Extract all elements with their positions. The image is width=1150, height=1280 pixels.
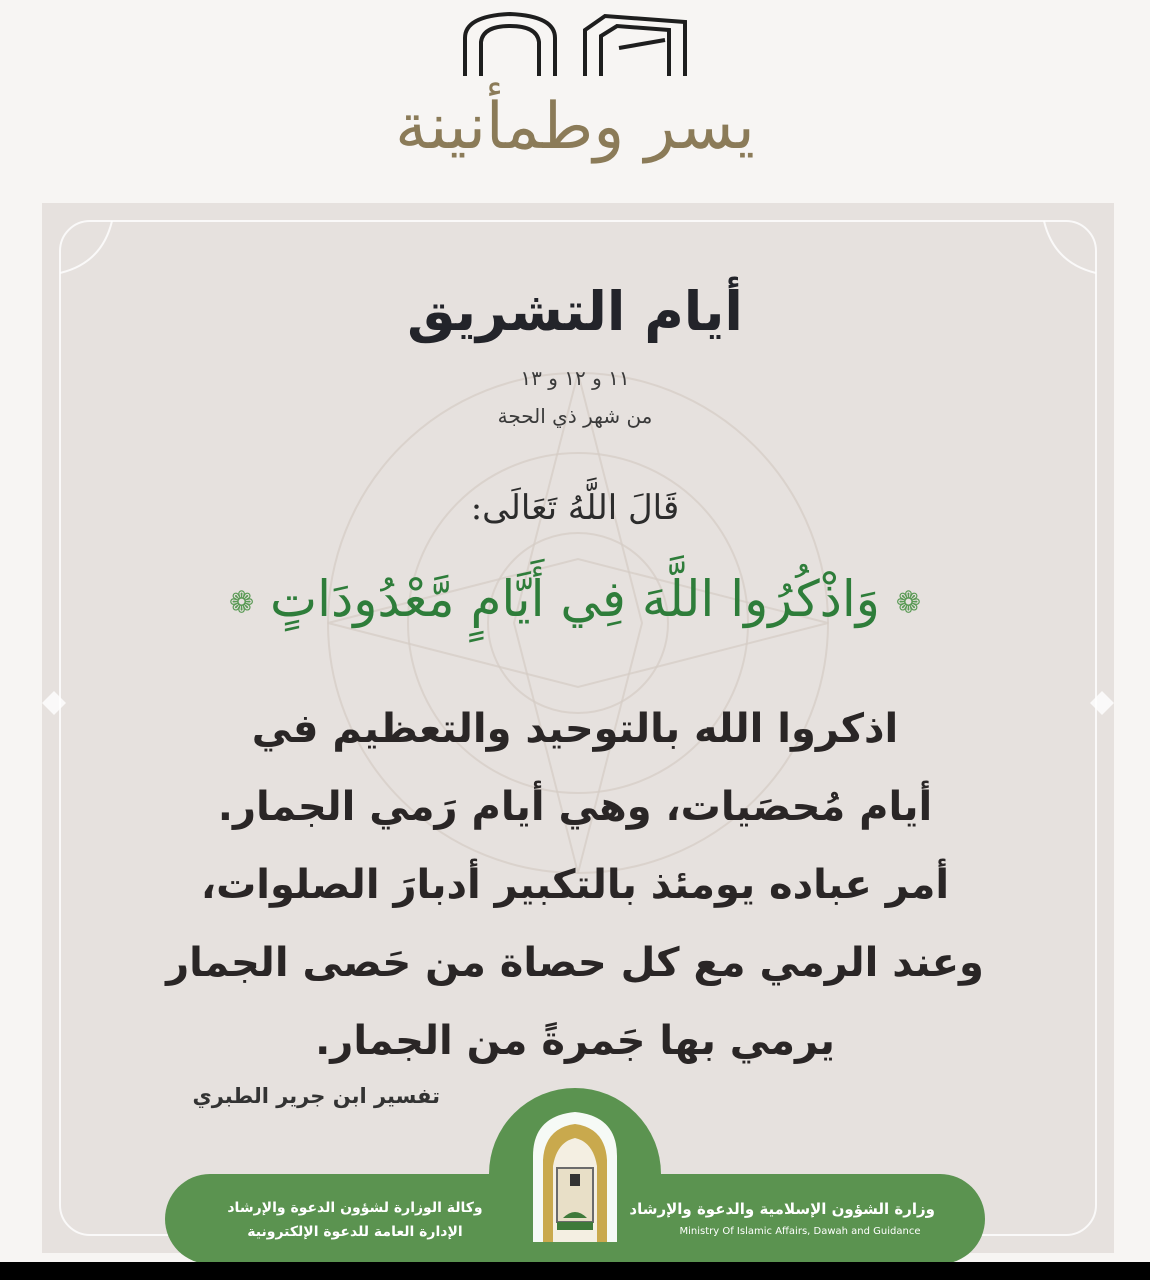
ministry-name-ar: وزارة الشؤون الإسلامية والدعوة والإرشاد <box>629 1200 935 1218</box>
dates-text: ١١ و ١٢ و ١٣ <box>520 366 630 390</box>
footer-banner <box>165 1088 985 1268</box>
agency-line-1: وكالة الوزارة لشؤون الدعوة والإرشاد <box>227 1200 483 1216</box>
verse-ornament-icon: ❁ <box>229 585 255 621</box>
tafsir-text <box>130 690 1020 1080</box>
logo-calligraphy-text: يسر وطمأنينة <box>395 90 755 164</box>
kaaba-dome-logo-icon <box>455 8 695 78</box>
tafsir-line: يرمي بها جَمرةً من الجمار. <box>315 1018 835 1064</box>
mosque-emblem-icon <box>523 1106 627 1246</box>
tafsir-line: اذكروا الله بالتوحيد والتعظيم في <box>251 706 899 752</box>
allah-said-text: قَالَ اللَّهُ تَعَالَى: <box>470 488 680 528</box>
bottom-strip <box>0 1262 1150 1280</box>
quran-verse <box>0 570 1150 628</box>
agency-line-2: الإدارة العامة للدعوة الإلكترونية <box>247 1224 463 1240</box>
source-citation: تفسير ابن جرير الطبري <box>192 1084 440 1108</box>
tafsir-line: أمر عباده يومئذ بالتكبير أدبارَ الصلوات، <box>200 862 950 908</box>
verse-text: وَاذْكُرُوا اللَّهَ فِي أَيَّامٍ مَّعْدُودَاتٍ <box>270 570 880 628</box>
page-title: أيام التشريق <box>407 280 743 343</box>
tafsir-line: وعند الرمي مع كل حصاة من حَصى الجمار <box>166 940 984 986</box>
verse-ornament-icon: ❁ <box>895 585 921 621</box>
header-logo <box>0 0 1150 200</box>
month-text: من شهر ذي الحجة <box>497 404 653 428</box>
ministry-name-en: Ministry Of Islamic Affairs, Dawah and Guidance <box>679 1226 921 1237</box>
tafsir-line: أيام مُحصَيات، وهي أيام رَمي الجمار. <box>217 784 933 830</box>
